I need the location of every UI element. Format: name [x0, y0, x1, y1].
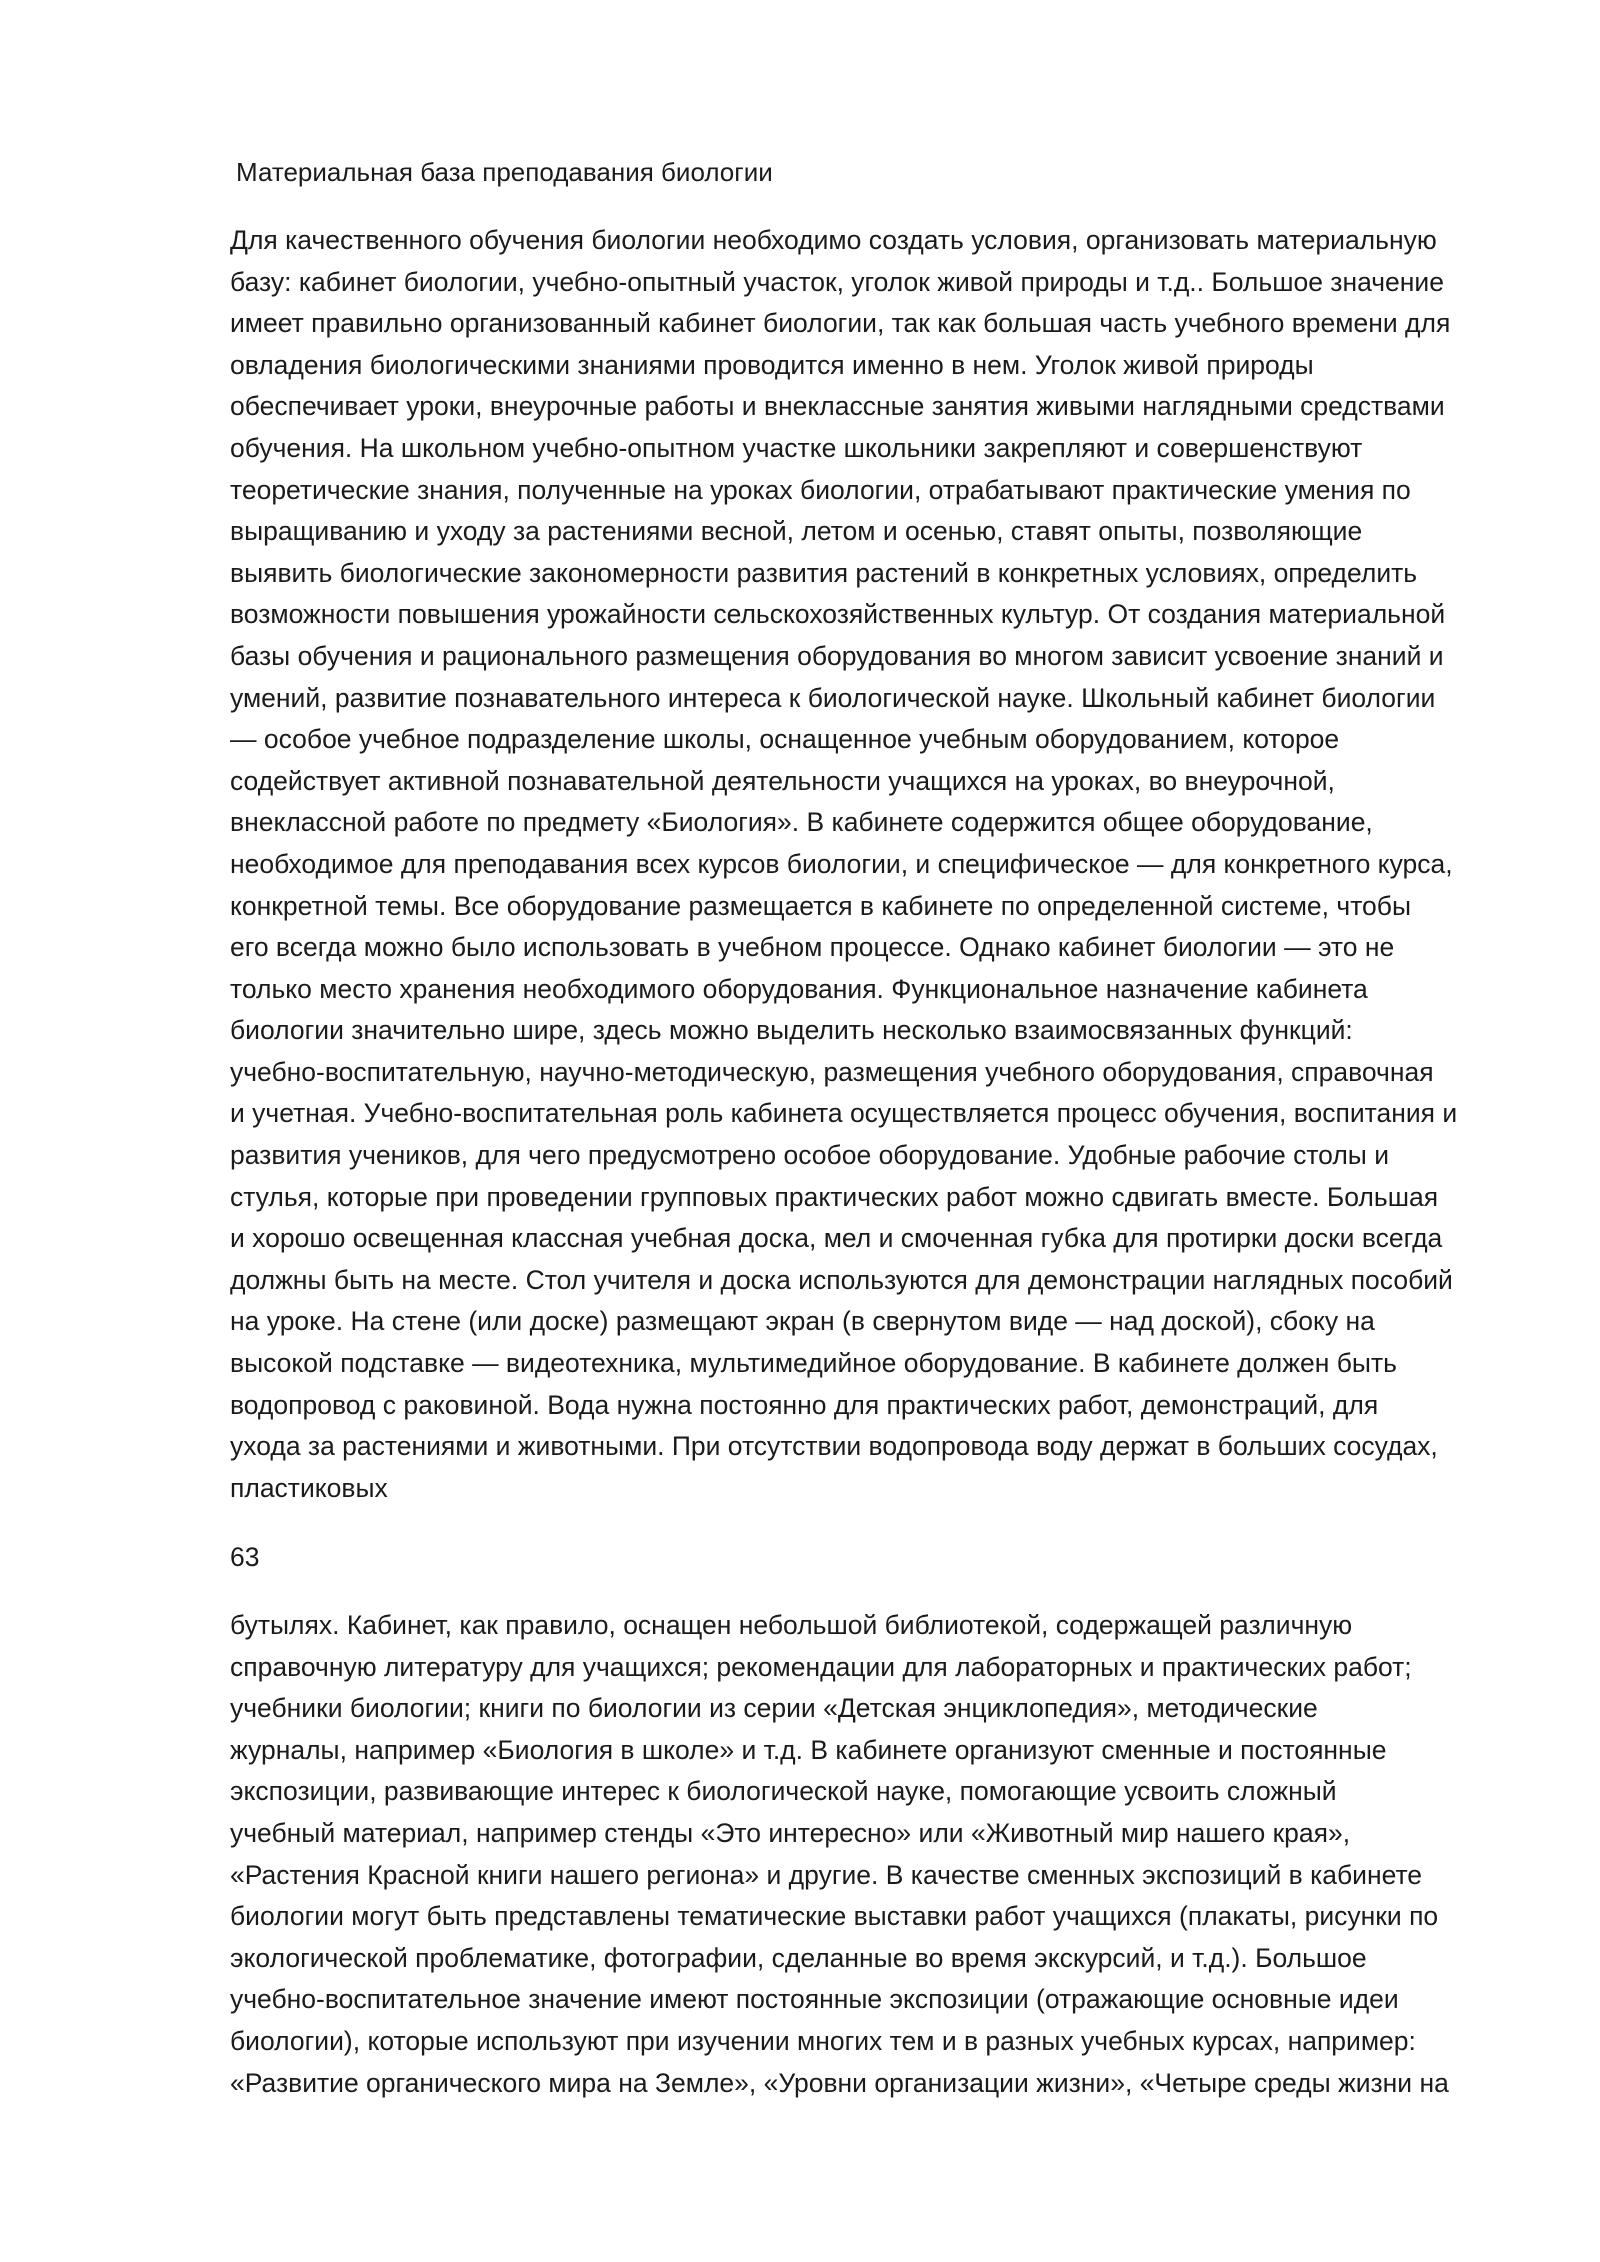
text-line: обеспечивает уроки, внеурочные работы и внеклассные занятия живыми наглядными средствами — [230, 391, 1445, 422]
text-line: стулья, которые при проведении групповых практических работ можно сдвигать вместе. Большая — [230, 1181, 1439, 1212]
text-line: и учетная. Учебно-воспитательная роль кабинета осуществляется процесс обучения, воспитания и — [230, 1098, 1458, 1129]
text-line: — особое учебное подразделение школы, оснащенное учебным оборудованием, которое — [230, 724, 1340, 755]
text-line: и хорошо освещенная классная учебная доска, мел и смоченная губка для протирки доски всегда — [230, 1223, 1443, 1254]
text-line: внеклассной работе по предмету «Биология». В кабинете содержится общее оборудование, — [230, 807, 1373, 838]
text-line: содействует активной познавательной деятельности учащихся на уроках, во внеурочной, — [230, 765, 1335, 796]
text-line: конкретной темы. Все оборудование размещается в кабинете по определенной системе, чтобы — [230, 890, 1411, 921]
text-line: учебники биологии; книги по биологии из серии «Детская энциклопедия», методические — [230, 1693, 1318, 1724]
text-line: базы обучения и рационального размещения оборудования во многом зависит усвоение знаний и — [230, 640, 1444, 671]
text-line: биологии могут быть представлены тематические выставки работ учащихся (плакаты, рисунки по — [230, 1901, 1439, 1932]
text-line: ухода за растениями и животными. При отсутствии водопровода воду держат в больших сосудах, — [230, 1431, 1438, 1462]
text-line: биологии значительно шире, здесь можно выделить несколько взаимосвязанных функций: — [230, 1015, 1353, 1046]
text-line: учебно-воспитательную, научно-методическую, размещения учебного оборудования, справочная — [230, 1056, 1434, 1087]
text-line: экологической проблематике, фотографии, сделанные во время экскурсий, и т.д.). Большое — [230, 1942, 1367, 1973]
paragraph-2 — [230, 1605, 1500, 2104]
text-line: бутылях. Кабинет, как правило, оснащен небольшой библиотекой, содержащей различную — [230, 1610, 1353, 1640]
text-line: обучения. На школьном учебно-опытном участке школьники закрепляют и совершенствуют — [230, 432, 1363, 463]
paragraph-1 — [230, 220, 1500, 1509]
text-line: теоретические знания, полученные на уроках биологии, отрабатывают практические умения по — [230, 474, 1411, 505]
text-line: экспозиции, развивающие интерес к биологической науке, помогающие усвоить сложный — [230, 1776, 1337, 1807]
text-line: Для качественного обучения биологии необходимо создать условия, организовать материальную — [230, 225, 1437, 255]
text-line: овладения биологическими знаниями проводится именно в нем. Уголок живой природы — [230, 349, 1314, 380]
text-line: базу: кабинет биологии, учебно-опытный участок, уголок живой природы и т.д.. Большое значение — [230, 266, 1444, 297]
text-line: учебно-воспитательное значение имеют постоянные экспозиции (отражающие основные идеи — [230, 1984, 1399, 2015]
text-line: необходимое для преподавания всех курсов биологии, и специфическое — для конкретного курса, — [230, 848, 1453, 879]
text-line: выявить биологические закономерности развития растений в конкретных условиях, определить — [230, 557, 1418, 588]
text-line: пластиковых — [230, 1472, 388, 1503]
text-line: умений, развитие познавательного интереса к биологической науке. Школьный кабинет биологии — [230, 682, 1436, 713]
text-line: имеет правильно организованный кабинет биологии, так как большая часть учебного времени для — [230, 308, 1451, 339]
text-line: учебный материал, например стенды «Это интересно» или «Животный мир нашего края», — [230, 1817, 1351, 1848]
text-line: должны быть на месте. Стол учителя и доска используются для демонстрации наглядных пособий — [230, 1264, 1453, 1295]
text-line: на уроке. На стене (или доске) размещают экран (в свернутом виде — над доской), сбоку на — [230, 1306, 1375, 1337]
text-line: развития учеников, для чего предусмотрено особое оборудование. Удобные рабочие столы и — [230, 1140, 1390, 1171]
text-line: «Растения Красной книги нашего региона» и другие. В качестве сменных экспозиций в кабинете — [230, 1859, 1423, 1890]
text-line: возможности повышения урожайности сельскохозяйственных культур. От создания материальной — [230, 599, 1446, 630]
text-line: водопровод с раковиной. Вода нужна постоянно для практических работ, демонстраций, для — [230, 1389, 1379, 1420]
text-line: биологии), которые используют при изучении многих тем и в разных учебных курсах, например: — [230, 2025, 1416, 2056]
text-line: справочную литературу для учащихся; рекомендации для лабораторных и практических работ; — [230, 1651, 1412, 1682]
text-line: его всегда можно было использовать в учебном процессе. Однако кабинет биологии — это не — [230, 932, 1395, 963]
text-line: только место хранения необходимого оборудования. Функциональное назначение кабинета — [230, 973, 1368, 1004]
text-line: «Развитие органического мира на Земле», «Уровни организации жизни», «Четыре среды жизни на — [230, 2067, 1449, 2098]
page-heading: Материальная база преподавания биологии — [236, 157, 773, 187]
page-number: 63 — [230, 1542, 260, 1572]
text-line: журналы, например «Биология в школе» и т.д. В кабинете организуют сменные и постоянные — [230, 1734, 1387, 1765]
text-line: высокой подставке — видеотехника, мультимедийное оборудование. В кабинете должен быть — [230, 1348, 1397, 1379]
text-line: выращиванию и уходу за растениями весной, летом и осенью, ставят опыты, позволяющие — [230, 516, 1363, 547]
